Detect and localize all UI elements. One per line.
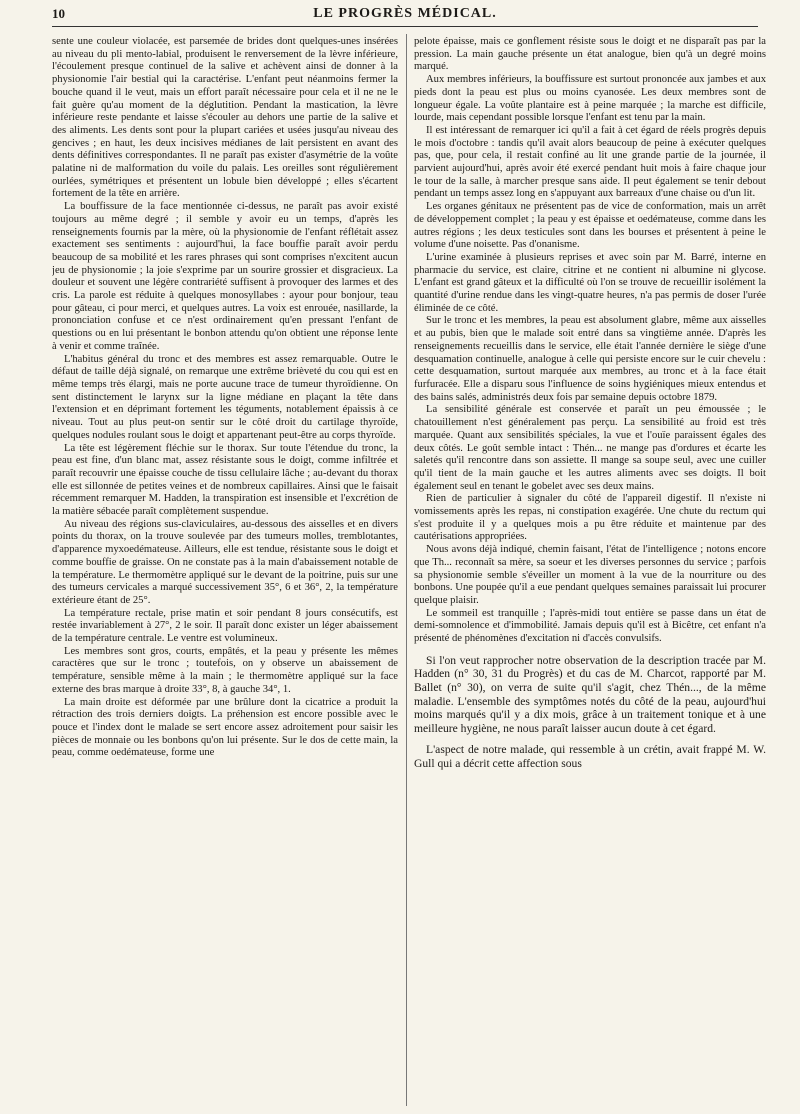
right-paragraph: Rien de particulier à signaler du côté de l'appareil digestif. Il n'existe ni vomissements après les repas, ni constipation exagérée. Une chute du rectum qui s'est produite il y a quelques mois a pu être réduite et maintenue par des cautérisations appropriées. xyxy=(414,493,766,543)
right-paragraph: Nous avons déjà indiqué, chemin faisant, l'état de l'intelligence ; notons encore que Th... reconnaît sa mère, sa soeur et les diverses personnes du service ; parfois sa physionomie semble s'éveiller un moment à la vue de la nourriture ou des bonbons. Une poupée qu'il a eue pendant quelques semaines paraissait lui procurer quelque plaisir. xyxy=(414,544,766,606)
running-head: LE PROGRÈS MÉDICAL. xyxy=(313,6,497,21)
right-paragraph: Le sommeil est tranquille ; l'après-midi tout entière se passe dans un état de demi-somnolence et d'immobilité. Jamais depuis qu'il est à Bicêtre, cet enfant n'a présenté de phénomènes d'excitation ni d'accès convulsifs. xyxy=(414,607,766,645)
right-paragraph: L'urine examinée à plusieurs reprises et avec soin par M. Barré, interne en pharmacie du service, est claire, citrine et ne contient ni albumine ni glycose. L'enfant est grand gâteux et la difficulté où l'on se trouve de recueillir isolément la quantité d'urine rendue dans les vingt-quatre heures, n'a pas permis de doser l'urée éliminée de ce côté. xyxy=(414,251,766,314)
left-paragraph: Au niveau des régions sus-claviculaires, au-dessous des aisselles et en divers points du thorax, on la trouve soulevée par des tumeurs molles, tremblotantes, d'apparence myxoedémateuse. Ailleurs, elle est tendue, résistante sous le doigt et comme bouffie de graisse. On ne constate pas à la main d'abaissement notable de la température. Le thermomètre appliqué sur le devant de la poitrine, puis sur une des tumeurs cervicales a marqué successivement 35°, 6 et 36°, 2, la température extérieure étant de 25°. xyxy=(52,518,398,606)
right-paragraph: pelote épaisse, mais ce gonflement résiste sous le doigt et ne disparaît pas par la pression. La main gauche présente un état analogue, bien qu'à un degré moins marqué. xyxy=(414,36,766,73)
left-paragraph: L'habitus général du tronc et des membres est assez remarquable. Outre le défaut de taille déjà signalé, on remarque une extrême brièveté du cou qui est en même temps très élargi, mais ne porte aucune trace de tumeur thyroïdienne. On sent distinctement le larynx sur la ligne médiane en plaçant la tête dans l'extension et en déprimant fortement les téguments, notablement épaissis à ce niveau. Tout au plus peut-on sentir sur le côté droit du cartilage thyroïde, quelques nodules roulant sous le doigt et appartenant peut-être au corps thyroïde. xyxy=(52,353,398,441)
right-paragraph: Aux membres inférieurs, la bouffissure est surtout prononcée aux jambes et aux pieds dont la peau est plus ou moins cyanosée. Les deux membres sont de longueur égale. La voûte plantaire est à peine marquée ; la marche est difficile, lourde, mais cependant possible lorsque l'enfant est tenu par la main. xyxy=(414,74,766,124)
right-paragraph: L'aspect de notre malade, qui ressemble à un crétin, avait frappé M. W. Gull qui a décrit cette affection sous xyxy=(414,743,766,770)
right-paragraph: Si l'on veut rapprocher notre observation de la description tracée par M. Hadden (n° 30, 31 du Progrès) et du cas de M. Charcot, rapporté par M. Ballet (n° 30), on verra de suite qu'il s'agit, chez Thén..., de la même maladie. L'ensemble des symptômes notés du côté de la peau, aujourd'hui moins marqués qu'il y a dix mois, grâce à un traitement tonique et à une meilleure hygiène, ne nous paraît laisser aucun doute à cet égard. xyxy=(414,653,766,735)
right-paragraph: Sur le tronc et les membres, la peau est absolument glabre, même aux aisselles et au pubis, bien que le malade soit entré dans sa vingtième année. D'après les renseignements recueillis dans le service, elle était l'année dernière le siège d'une desquamation continuelle, analogue à celle qui persiste encore sur le cuir chevelu : cette desquamation, surtout marquée aux membres, au tronc et à la face était furfuracée. Elle a disparu sous l'influence de soins hygiéniques mieux entendus et des bains salés, administrés deux fois par semaine depuis octobre 1879. xyxy=(414,315,766,403)
left-paragraph: Les membres sont gros, courts, empâtés, et la peau y présente les mêmes caractères que sur le tronc ; toutefois, on y observe un abaissement de température, sensible même à la main ; le thermomètre appliqué sur la face externe des bras marque à droite 33°, 8, à gauche 34°, 1. xyxy=(52,645,398,695)
left-paragraph: La bouffissure de la face mentionnée ci-dessus, ne paraît pas avoir existé toujours au même degré ; il semble y avoir eu un temps, d'après les renseignements fournis par la mère, où la physionomie de l'enfant réflétait assez exactement ses sentiments : aujourd'hui, la face bouffie paraît avoir perdu beaucoup de sa mobilité et les rares phrases qui sont comprises n'excitent aucun jeu de physionomie ; la joie s'exprime par un sourire grossier et disgracieux. La douleur et souvent une légère contrariété suffisent à provoquer des larmes et des cris. La parole est réduite à quelques monosyllabes : ayour pour bonjour, teau pour gâteau, ci pour merci, et quelques autres. La voix est enrouée, nasillarde, la prononciation confuse et ce n'est ordinairement qu'en pressant l'enfant de questions ou en lui présentant le bonbon attendu qu'on obtient une réponse lente à venir et comme traînée. xyxy=(52,201,398,352)
column-divider xyxy=(406,34,407,1106)
right-paragraph: La sensibilité générale est conservée et paraît un peu émoussée ; le chatouillement n'est généralement pas perçu. La sensibilité au froid est très marquée. Quant aux sensibilités spéciales, la vue et l'ouïe paraissent égales des deux côtés. Le goût semble intact : Thén... ne mange pas d'ordures et écarte les saletés qu'il rencontre dans son assiette. Il mange sa soupe seul, avec une cuiller qu'il tient de la main gauche et les autres aliments avec ses doigts. Il boit également seul en tenant le gobelet avec ses deux mains. xyxy=(414,404,766,492)
left-column xyxy=(52,36,398,1106)
left-paragraph: sente une couleur violacée, est parsemée de brides dont quelques-unes insérées au niveau du pli mento-labial, produisent le renversement de la lèvre inférieure, l'écoulement presque continuel de la salive et achèvent ainsi de donner à la physionomie l'air bestial qui la caractérise. L'enfant peut néanmoins fermer la bouche quand il le veut, mais un effort paraît nécessaire pour cela et il ne ne le fait guère qu'au moment de la déglutition. Pendant la mastication, la lèvre inférieure reste pendante et laisse s'écouler au dehors une partie de la salive et des aliments. Les dents sont pour la plupart cariées et usées jusqu'au niveau des gencives ; en haut, les deux incisives médianes de lait persistent en avant des dents définitives correspondantes. Il ne paraît pas exister d'asymétrie de la voûte palatine ni de malformation du voile du palais. Les oreilles sont régulièrement ourlées, symétriques et présentent un lobule bien développé ; elles s'écartent fortement de la tête en arrière. xyxy=(52,36,398,200)
left-paragraph: La température rectale, prise matin et soir pendant 8 jours consécutifs, est restée invariablement à 27°, 2 le soir. Il paraît donc exister un léger abaissement de la température centrale. Le ventre est volumineux. xyxy=(52,607,398,645)
page-header xyxy=(52,4,758,27)
page-number: 10 xyxy=(52,6,65,21)
left-paragraph: La main droite est déformée par une brûlure dont la cicatrice a produit la rétraction des trois derniers doigts. La préhension est encore possible avec le pouce et l'index dont le malade se sert encore assez adroitement pour saisir les pièces de monnaie ou les bonbons qu'on lui présente. Sur le dos de cette main, la peau, comme oedémateuse, forme une xyxy=(52,696,398,759)
left-paragraph: La tête est légèrement fléchie sur le thorax. Sur toute l'étendue du tronc, la peau est fine, d'un blanc mat, assez résistante sous le doigt, comme infiltrée et paraît recouvrir une épaisse couche de tissu cellulaire lâche ; au-devant du thorax elle est sillonnée de petites veines et de nombreux capillaires. Ainsi que le faisait récemment remarquer M. Hadden, la transpiration est insensible et l'excrétion de la matière sébacée paraît complètement suspendue. xyxy=(52,442,398,518)
right-paragraph: Il est intéressant de remarquer ici qu'il a fait à cet égard de réels progrès depuis le mois d'octobre : tandis qu'il avait alors beaucoup de peine à exécuter quelques pas, que, pour cela, il restait confiné au lit une grande partie de la journée, il parvient aujourd'hui, après avoir été exercé pendant huit mois à faire chaque jour le tour de la salle, à marcher presque sans aide. Il peut également se tenir debout pendant un temps assez long en s'appuyant aux barreaux d'une chaise ou d'un lit. xyxy=(414,124,766,200)
right-paragraph: Les organes génitaux ne présentent pas de vice de conformation, mais un arrêt de développement complet ; la peau y est épaisse et oedémateuse, comme dans les autres régions ; les deux testicules sont dans les bourses et présentent à peine le volume d'une noisette. Pas d'onanisme. xyxy=(414,201,766,251)
right-column xyxy=(414,36,766,1106)
